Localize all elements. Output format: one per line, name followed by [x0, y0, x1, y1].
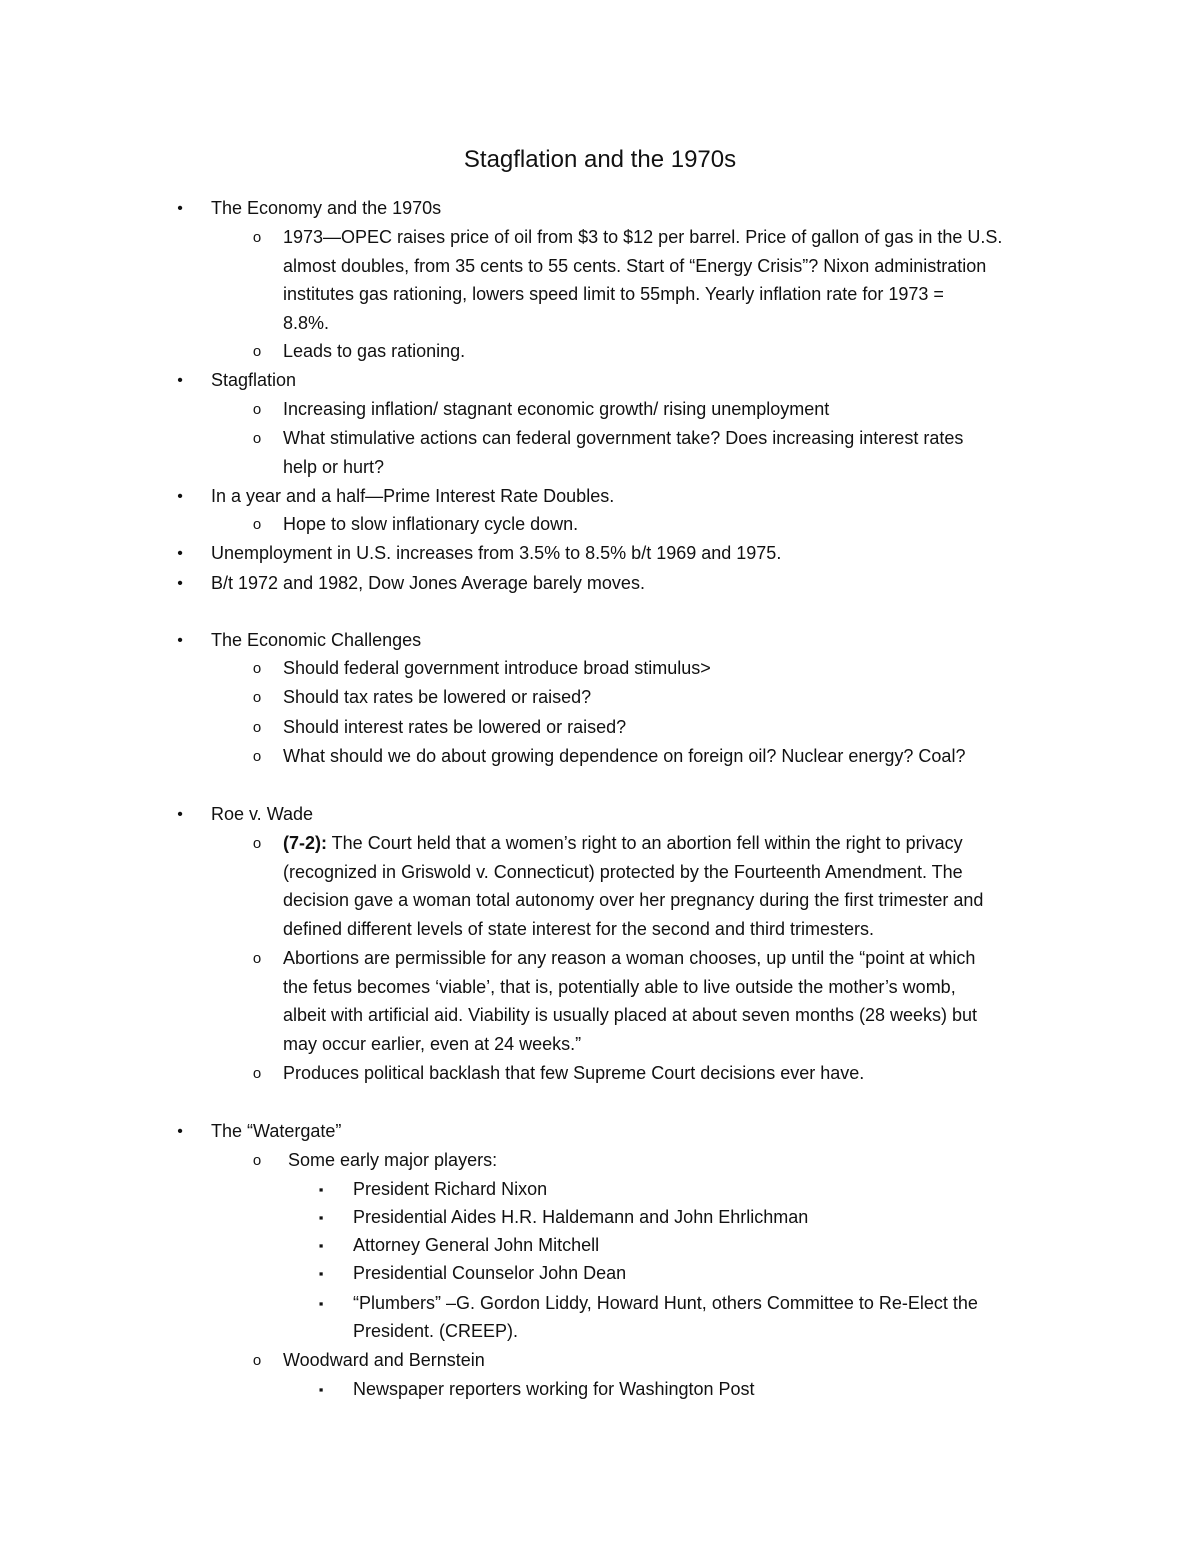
- opec-line-2: almost doubles, from 35 cents to 55 cents. Start of “Energy Crisis”? Nixon administration: [283, 256, 987, 276]
- roe-holding-line-2: (recognized in Griswold v. Connecticut) protected by the Fourteenth Amendment. The: [283, 862, 963, 882]
- abortion-viability-line-1: Abortions are permissible for any reason a woman chooses, up until the “point at which: [283, 948, 976, 968]
- bullet-level2: o: [252, 1152, 262, 1169]
- player-plumbers-line-1: “Plumbers” –G. Gordon Liddy, Howard Hunt, others Committee to Re-Elect the: [353, 1293, 978, 1313]
- challenge-stimulus: Should federal government introduce broad stimulus>: [283, 658, 711, 678]
- roe-holding-line-4: defined different levels of state interest for the second and third trimesters.: [283, 919, 874, 939]
- bullet-level3: ▪: [318, 1382, 324, 1397]
- roe-holding-text: The Court held that a women’s right to an abortion fell within the right to privacy: [327, 833, 963, 853]
- bullet-roe-v-wade: Roe v. Wade: [211, 804, 314, 824]
- bullet-level3: ▪: [318, 1266, 324, 1281]
- bullet-level3: ▪: [318, 1182, 324, 1197]
- bullet-level1: •: [177, 545, 183, 562]
- political-backlash-line: Produces political backlash that few Supreme Court decisions ever have.: [283, 1063, 865, 1083]
- abortion-viability-line-3: albeit with artificial aid. Viability is usually placed at about seven months (28 weeks) but: [283, 1005, 978, 1025]
- bullet-level2: o: [252, 689, 262, 706]
- bullet-prime-rate: In a year and a half—Prime Interest Rate Doubles.: [211, 486, 615, 506]
- bullet-watergate: The “Watergate”: [211, 1121, 342, 1141]
- roe-holding-line-3: decision gave a woman total autonomy over her pregnancy during the first trimester and: [283, 890, 984, 910]
- bullet-level2: o: [252, 343, 262, 360]
- roe-vote-count: (7-2):: [283, 833, 327, 853]
- challenge-tax-rates: Should tax rates be lowered or raised?: [283, 687, 592, 707]
- bullet-level2: o: [252, 748, 262, 765]
- bullet-level2: o: [252, 516, 262, 533]
- opec-line-1: 1973—OPEC raises price of oil from $3 to $12 per barrel. Price of gallon of gas in the U.S.: [283, 227, 1003, 247]
- bullet-dow-jones: B/t 1972 and 1982, Dow Jones Average barely moves.: [211, 573, 645, 593]
- player-plumbers-line-2: President. (CREEP).: [353, 1321, 519, 1341]
- slow-inflation-line: Hope to slow inflationary cycle down.: [283, 514, 579, 534]
- bullet-economy-1970s: The Economy and the 1970s: [211, 198, 442, 218]
- bullet-level2: o: [252, 660, 262, 677]
- bullet-level2: o: [252, 1352, 262, 1369]
- bullet-unemployment: Unemployment in U.S. increases from 3.5% to 8.5% b/t 1969 and 1975.: [211, 543, 782, 563]
- stimulative-actions-line-1: What stimulative actions can federal government take? Does increasing interest rates: [283, 428, 964, 448]
- bullet-level2: o: [252, 719, 262, 736]
- stimulative-actions-line-2: help or hurt?: [283, 457, 385, 477]
- watergate-players-heading: Some early major players:: [283, 1150, 498, 1170]
- bullet-level2: o: [252, 430, 262, 447]
- challenge-interest-rates: Should interest rates be lowered or raised?: [283, 717, 627, 737]
- player-dean: Presidential Counselor John Dean: [353, 1263, 627, 1283]
- opec-line-4: 8.8%.: [283, 313, 330, 333]
- roe-holding-line-1: [283, 829, 963, 858]
- bullet-level1: •: [177, 575, 183, 592]
- bullet-level2: o: [252, 1065, 262, 1082]
- bullet-level2: o: [252, 401, 262, 418]
- bullet-level1: •: [177, 1123, 183, 1140]
- bullet-level1: •: [177, 372, 183, 389]
- bullet-level3: ▪: [318, 1238, 324, 1253]
- player-aides: Presidential Aides H.R. Haldemann and John Ehrlichman: [353, 1207, 809, 1227]
- stagflation-definition: Increasing inflation/ stagnant economic growth/ rising unemployment: [283, 399, 830, 419]
- abortion-viability-line-2: the fetus becomes ‘viable’, that is, potentially able to live outside the mother’s womb,: [283, 977, 956, 997]
- challenge-foreign-oil: What should we do about growing dependence on foreign oil? Nuclear energy? Coal?: [283, 746, 966, 766]
- gas-rationing-line: Leads to gas rationing.: [283, 341, 466, 361]
- bullet-level1: •: [177, 806, 183, 823]
- bullet-level2: o: [252, 229, 262, 246]
- bullet-level1: •: [177, 632, 183, 649]
- player-mitchell: Attorney General John Mitchell: [353, 1235, 600, 1255]
- bullet-level2: o: [252, 950, 262, 967]
- opec-line-3: institutes gas rationing, lowers speed limit to 55mph. Yearly inflation rate for 1973 =: [283, 284, 944, 304]
- reporters-washington-post: Newspaper reporters working for Washington Post: [353, 1379, 755, 1399]
- bullet-level1: •: [177, 200, 183, 217]
- woodward-bernstein: Woodward and Bernstein: [283, 1350, 485, 1370]
- bullet-economic-challenges: The Economic Challenges: [211, 630, 422, 650]
- bullet-level2: o: [252, 835, 262, 852]
- bullet-level1: •: [177, 488, 183, 505]
- player-nixon: President Richard Nixon: [353, 1179, 548, 1199]
- abortion-viability-line-4: may occur earlier, even at 24 weeks.”: [283, 1034, 582, 1054]
- bullet-stagflation: Stagflation: [211, 370, 297, 390]
- document-title: Stagflation and the 1970s: [463, 146, 737, 173]
- bullet-level3: ▪: [318, 1210, 324, 1225]
- bullet-level3: ▪: [318, 1296, 324, 1311]
